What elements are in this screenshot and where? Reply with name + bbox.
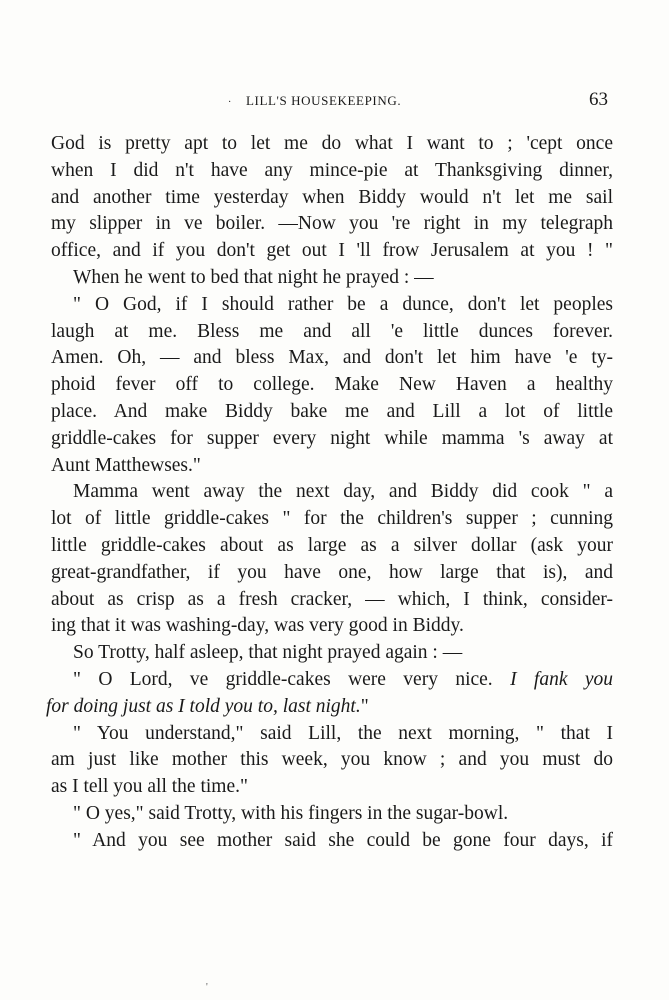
footer-mark: '	[206, 982, 208, 993]
text-line: phoid fever off to college. Make New Haven a healthy	[51, 374, 613, 396]
text-line: Aunt Matthewses."	[51, 454, 201, 476]
page-header	[0, 89, 669, 115]
text-line: place. And make Biddy bake me and Lill a lot of little	[51, 400, 613, 422]
text-line: laugh at me. Bless me and all 'e little dunces forever.	[51, 320, 613, 342]
text-line: and another time yesterday when Biddy would n't let me sail	[51, 186, 613, 208]
page-text	[46, 131, 613, 855]
text-line: about as crisp as a fresh cracker, — which, I think, consider-	[51, 588, 613, 610]
text-line: lot of little griddle-cakes " for the children's supper ; cunning	[51, 508, 613, 530]
italic-phrase: for doing just as I told you to, last night.	[46, 695, 361, 717]
text-line: my slipper in ve boiler. —Now you 're right in my telegraph	[51, 213, 613, 235]
text-line: am just like mother this week, you know ; and you must do	[51, 749, 613, 771]
header-separator: ·	[228, 97, 232, 108]
text-line: " And you see mother said she could be gone four days, if	[73, 829, 613, 851]
text-line: Mamma went away the next day, and Biddy did cook " a	[73, 481, 613, 503]
text-line: griddle-cakes for supper every night while mamma 's away at	[51, 427, 613, 449]
text-line: when I did n't have any mince-pie at Thanksgiving dinner,	[51, 159, 613, 181]
italic-phrase: I fank you	[510, 668, 613, 690]
text-line: So Trotty, half asleep, that night prayed again : —	[73, 642, 463, 664]
text-line: God is pretty apt to let me do what I want to ; 'cept once	[51, 133, 613, 154]
text-line: " You understand," said Lill, the next morning, " that I	[73, 722, 613, 744]
text-line: " O God, if I should rather be a dunce, don't let peoples	[73, 293, 613, 315]
text-line: " O yes," said Trotty, with his fingers in the sugar-bowl.	[73, 802, 509, 824]
text-line: office, and if you don't get out I 'll frow Jerusalem at you ! "	[51, 240, 613, 262]
text-line: Amen. Oh, — and bless Max, and don't let him have 'e ty-	[51, 347, 613, 369]
page-number: 63	[589, 89, 608, 110]
running-head: LILL'S HOUSEKEEPING.	[246, 93, 402, 108]
text-line: little griddle-cakes about as large as a silver dollar (ask your	[51, 534, 613, 556]
text-line: great-grandfather, if you have one, how large that is), and	[51, 561, 613, 583]
text-line: " O Lord, ve griddle-cakes were very nice. I fank you	[73, 668, 613, 690]
text-line: ing that it was washing-day, was very good in Biddy.	[51, 615, 464, 637]
text-line: When he went to bed that night he prayed : —	[73, 266, 434, 288]
text-line: as I tell you all the time."	[51, 776, 248, 798]
text-line: for doing just as I told you to, last night."	[46, 695, 369, 717]
